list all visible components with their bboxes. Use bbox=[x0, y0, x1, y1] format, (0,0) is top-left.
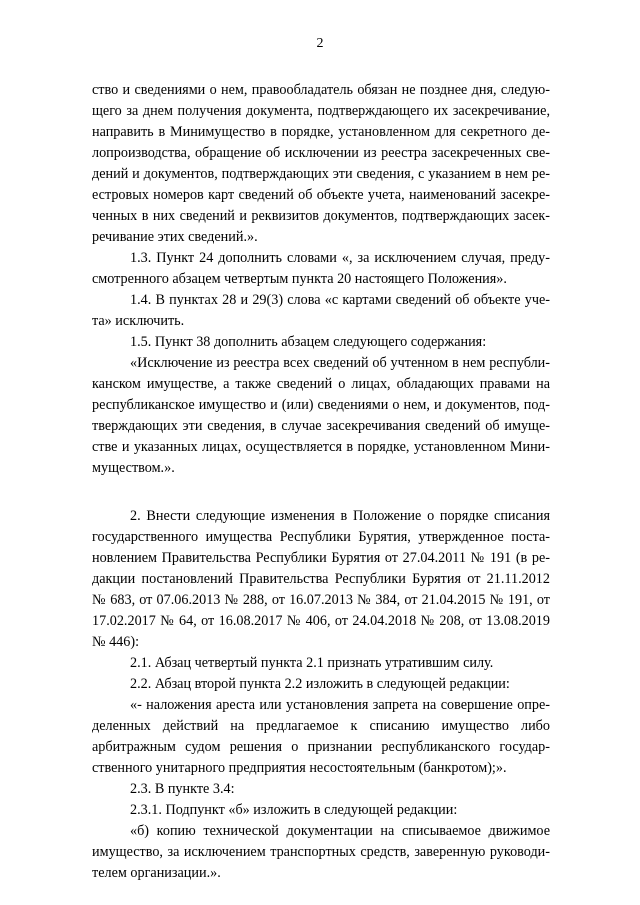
text-line: 17.02.2017 № 64, от 16.08.2017 № 406, от 24.04.2018 № 208, от 13.08.2019 bbox=[92, 613, 550, 629]
text-line: та» исключить. bbox=[92, 313, 185, 329]
text-line: государственного имущества Республики Бурятия, утвержденное поста- bbox=[92, 529, 550, 545]
page-number: 2 bbox=[316, 36, 324, 51]
text-line: тверждающих эти сведения, в случае засекречивания сведений об имуще- bbox=[92, 418, 550, 434]
text-line: 2.3.1. Подпункт «б» изложить в следующей редакции: bbox=[130, 802, 458, 818]
text-line: ственного унитарного предприятия несостоятельным (банкротом);». bbox=[92, 760, 507, 776]
text-line: направить в Минимущество в порядке, установленном для секретного де- bbox=[92, 124, 550, 140]
text-line: «- наложения ареста или установления запрета на совершение опре- bbox=[130, 697, 550, 713]
text-line: 2.1. Абзац четвертый пункта 2.1 признать утратившим силу. bbox=[130, 655, 494, 671]
text-line: 2.3. В пункте 3.4: bbox=[130, 781, 235, 797]
text-line: ство и сведениями о нем, правообладатель обязан не позднее дня, следую- bbox=[92, 82, 550, 98]
text-line: арбитражным судом решения о признании республиканского государ- bbox=[92, 739, 550, 755]
text-line: республиканское имущество и (или) сведениями о нем, и документов, под- bbox=[92, 397, 550, 413]
text-line: 2.2. Абзац второй пункта 2.2 изложить в следующей редакции: bbox=[130, 676, 510, 692]
text-line: 1.3. Пункт 24 дополнить словами «, за исключением случая, преду- bbox=[130, 250, 550, 266]
text-line: деленных действий на предлагаемое к списанию имущество либо bbox=[92, 718, 550, 734]
text-line: телем организации.». bbox=[92, 865, 221, 881]
text-line: дакции постановлений Правительства Республики Бурятия от 21.11.2012 bbox=[92, 571, 550, 587]
paragraph-gap bbox=[92, 479, 550, 506]
text-line: «б) копию технической документации на списываемое движимое bbox=[130, 823, 550, 839]
text-line: 1.5. Пункт 38 дополнить абзацем следующего содержания: bbox=[130, 334, 487, 350]
text-line: № 446): bbox=[92, 634, 140, 650]
text-line: 1.4. В пунктах 28 и 29(3) слова «с картами сведений об объекте уче- bbox=[130, 292, 550, 308]
document-body bbox=[92, 80, 550, 884]
text-line: смотренного абзацем четвертым пункта 20 настоящего Положения». bbox=[92, 271, 507, 287]
text-line: «Исключение из реестра всех сведений об учтенном в нем республи- bbox=[130, 355, 550, 371]
text-line: имущество, за исключением транспортных средств, заверенную руководи- bbox=[92, 844, 550, 860]
text-line: муществом.». bbox=[92, 460, 175, 476]
text-line: ченных в них сведений и реквизитов документов, подтверждающих засек- bbox=[92, 208, 550, 224]
text-line: канском имуществе, а также сведений о лицах, обладающих правами на bbox=[92, 376, 550, 392]
text-line: речивание этих сведений.». bbox=[92, 229, 258, 245]
text-line: дений и документов, подтверждающих эти сведения, с указанием в нем ре- bbox=[92, 166, 550, 182]
text-line: естровых номеров карт сведений об объекте учета, наименований засекре- bbox=[92, 187, 550, 203]
text-line: стве и указанных лицах, осуществляется в порядке, установленном Мини- bbox=[92, 439, 550, 455]
text-line: новлением Правительства Республики Бурятия от 27.04.2011 № 191 (в ре- bbox=[92, 550, 550, 566]
text-line: № 683, от 07.06.2013 № 288, от 16.07.2013 № 384, от 21.04.2015 № 191, от bbox=[92, 592, 550, 608]
text-line: лопроизводства, обращение об исключении из реестра засекреченных све- bbox=[92, 145, 550, 161]
text-line: 2. Внести следующие изменения в Положение о порядке списания bbox=[130, 508, 550, 524]
text-line: щего за днем получения документа, подтверждающего их засекречивание, bbox=[92, 103, 550, 119]
